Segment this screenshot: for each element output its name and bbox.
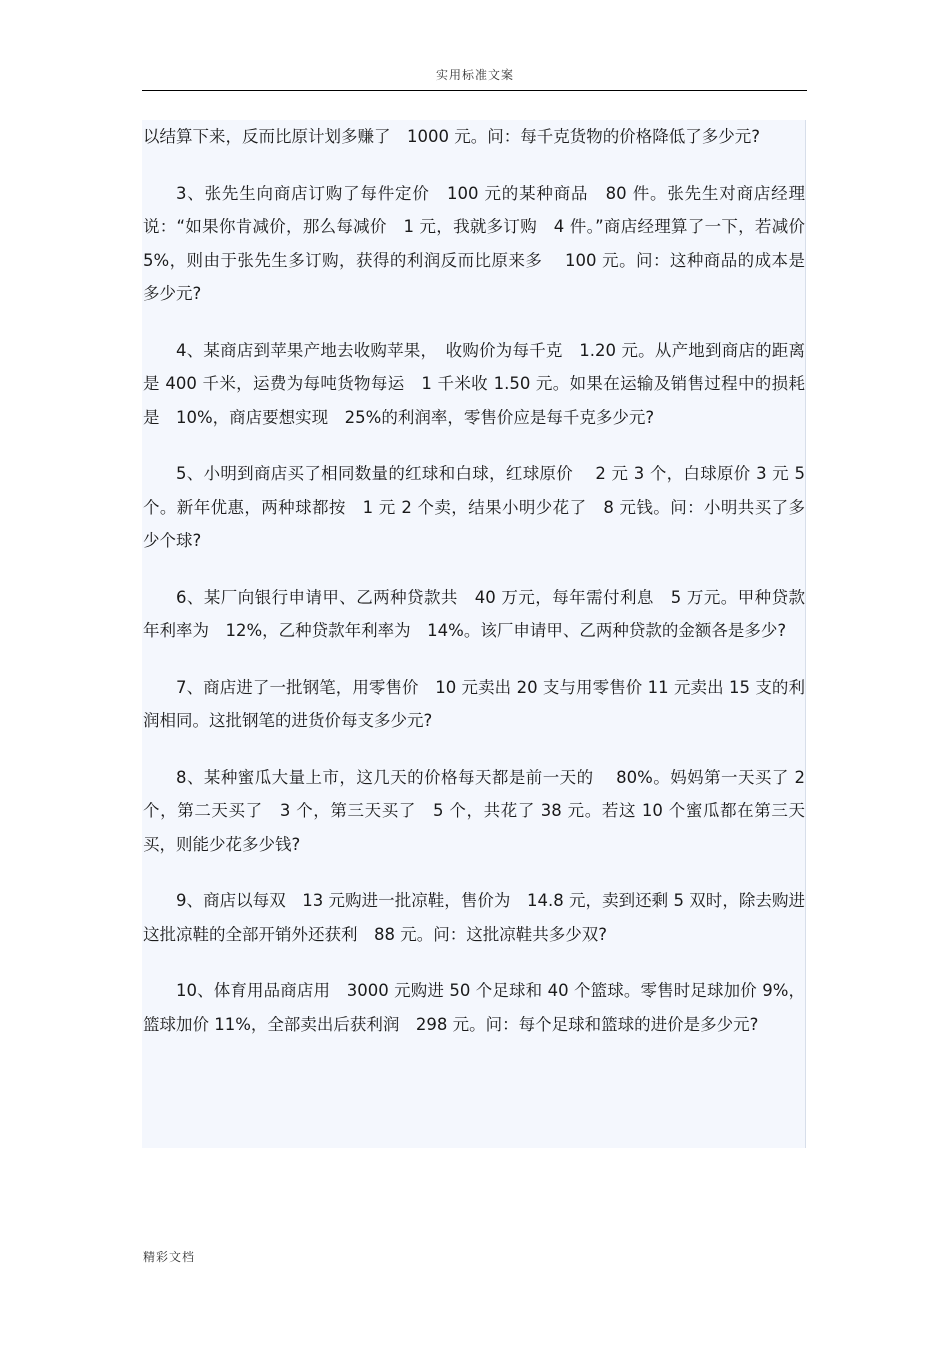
problem-9: 9、商店以每双 13 元购进一批凉鞋，售价为 14.8 元，卖到还剩 5 双时，除去购进这批凉鞋的全部开销外还获利 88 元。问：这批凉鞋共多少双? (143, 891, 805, 944)
continuation-paragraph: 以结算下来，反而比原计划多赚了 1000 元。问：每千克货物的价格降低了多少元? (143, 127, 760, 146)
problem-3: 3、张先生向商店订购了每件定价 100 元的某种商品 80 件。张先生对商店经理说：“如果你肯减价，那么每减价 1 元，我就多订购 4 件。”商店经理算了一下，若减价 5%，则由于张先生多订购，获得的利润反而比原来多 100 元。问：这种商品的成本是多少元? (143, 183, 805, 303)
page-footer-label: 精彩文档 (143, 1250, 196, 1264)
document-body (143, 120, 805, 1041)
problem-4: 4、某商店到苹果产地去收购苹果， 收购价为每千克 1.20 元。从产地到商店的距离是 400 千米，运费为每吨货物每运 1 千米收 1.50 元。如果在运输及销售过程中的损耗是 10%，商店要想实现 25%的利润率，零售价应是每千克多少元? (143, 340, 805, 427)
problem-8: 8、某种蜜瓜大量上市，这几天的价格每天都是前一天的 80%。妈妈第一天买了 2 个，第二天买了 3 个，第三天买了 5 个，共花了 38 元。若这 10 个蜜瓜都在第三天买，则能少花多少钱? (143, 767, 805, 854)
header-divider (142, 90, 807, 91)
problem-7: 7、商店进了一批钢笔，用零售价 10 元卖出 20 支与用零售价 11 元卖出 15 支的利润相同。这批钢笔的进货价每支多少元? (143, 677, 805, 730)
problem-10: 10、体育用品商店用 3000 元购进 50 个足球和 40 个篮球。零售时足球加价 9%，篮球加价 11%，全部卖出后获利润 298 元。问：每个足球和篮球的进价是多少元? (143, 981, 805, 1034)
page-header-title: 实用标准文案 (435, 68, 514, 82)
problem-6: 6、某厂向银行申请甲、乙两种贷款共 40 万元，每年需付利息 5 万元。甲种贷款年利率为 12%，乙种贷款年利率为 14%。该厂申请甲、乙两种贷款的金额各是多少? (143, 587, 805, 640)
problem-5: 5、小明到商店买了相同数量的红球和白球，红球原价 2 元 3 个，白球原价 3 元 5 个。新年优惠，两种球都按 1 元 2 个卖，结果小明少花了 8 元钱。问：小明共买了多少个球? (143, 464, 805, 550)
